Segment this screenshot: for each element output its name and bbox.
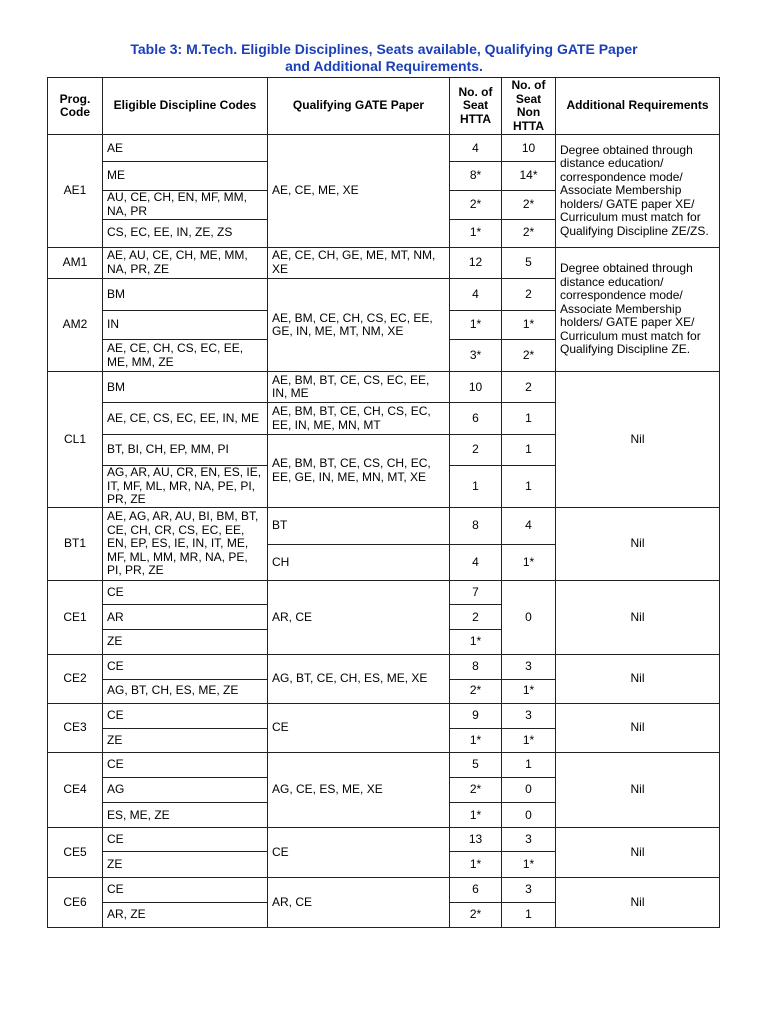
htta-cell: 1* <box>450 852 502 877</box>
table-row <box>48 877 720 902</box>
prog-code-cell: CE6 <box>48 877 103 927</box>
non-htta-cell: 3 <box>502 877 556 902</box>
discipline-cell: CE <box>103 703 268 728</box>
htta-cell: 1* <box>450 728 502 752</box>
discipline-cell: CE <box>103 654 268 679</box>
discipline-cell: CE <box>103 753 268 778</box>
requirements-cell: Nil <box>556 828 720 877</box>
htta-cell: 9 <box>450 703 502 728</box>
gate-paper-cell: AE, BM, BT, CE, CH, CS, EC, EE, IN, ME, MN, MT <box>268 403 450 434</box>
table-row <box>48 654 720 679</box>
non-htta-cell: 4 <box>502 507 556 544</box>
table-row <box>48 372 720 403</box>
discipline-cell: AU, CE, CH, EN, MF, MM, NA, PR <box>103 190 268 219</box>
htta-cell: 7 <box>450 581 502 605</box>
htta-cell: 1* <box>450 219 502 247</box>
requirements-cell: Nil <box>556 654 720 703</box>
non-htta-cell: 1 <box>502 753 556 778</box>
htta-cell: 6 <box>450 877 502 902</box>
discipline-cell: AE, CE, CH, CS, EC, EE, ME, MM, ZE <box>103 340 268 372</box>
htta-cell: 5 <box>450 753 502 778</box>
non-htta-cell: 3 <box>502 654 556 679</box>
discipline-cell: BM <box>103 278 268 310</box>
non-htta-cell: 1* <box>502 545 556 581</box>
htta-cell: 6 <box>450 403 502 434</box>
discipline-cell: AE, CE, CS, EC, EE, IN, ME <box>103 403 268 434</box>
header-seats-htta: No. of Seat HTTA <box>450 78 502 135</box>
table-row <box>48 581 720 605</box>
prog-code-cell: CE4 <box>48 753 103 828</box>
prog-code-cell: CE5 <box>48 828 103 877</box>
gate-paper-cell: AE, CE, ME, XE <box>268 135 450 248</box>
non-htta-cell: 2* <box>502 340 556 372</box>
htta-cell: 8 <box>450 507 502 544</box>
non-htta-cell: 2* <box>502 190 556 219</box>
non-htta-cell: 1* <box>502 679 556 703</box>
requirements-cell: Degree obtained through distance education/ correspondence mode/ Associate Membership holders/ GATE paper XE/ Curriculum must match for Qualifying Discipline ZE. <box>556 247 720 372</box>
header-row <box>48 78 720 135</box>
htta-cell: 12 <box>450 247 502 278</box>
requirements-cell: Degree obtained through distance education/ correspondence mode/ Associate Membership holders/ GATE paper XE/ Curriculum must match for Qualifying Discipline ZE/ZS. <box>556 135 720 248</box>
requirements-cell: Nil <box>556 877 720 927</box>
discipline-cell: AG, AR, AU, CR, EN, ES, IE, IT, MF, ML, MR, NA, PE, PI, PR, ZE <box>103 465 268 507</box>
discipline-cell: ZE <box>103 630 268 654</box>
gate-paper-cell: CE <box>268 828 450 877</box>
htta-cell: 2 <box>450 605 502 630</box>
discipline-cell: AG <box>103 778 268 803</box>
requirements-cell: Nil <box>556 581 720 654</box>
discipline-cell: AE, AU, CE, CH, ME, MM, NA, PR, ZE <box>103 247 268 278</box>
non-htta-cell: 0 <box>502 581 556 654</box>
discipline-cell: ME <box>103 162 268 190</box>
requirements-cell: Nil <box>556 703 720 752</box>
discipline-cell: ES, ME, ZE <box>103 803 268 828</box>
header-seats-non-htta: No. of Seat Non HTTA <box>502 78 556 135</box>
requirements-cell: Nil <box>556 753 720 828</box>
htta-cell: 13 <box>450 828 502 852</box>
non-htta-cell: 1 <box>502 403 556 434</box>
htta-cell: 1* <box>450 630 502 654</box>
prog-code-cell: AM2 <box>48 278 103 371</box>
discipline-cell: CE <box>103 581 268 605</box>
discipline-cell: BT, BI, CH, EP, MM, PI <box>103 434 268 465</box>
htta-cell: 2* <box>450 902 502 927</box>
htta-cell: 2* <box>450 778 502 803</box>
htta-cell: 1 <box>450 465 502 507</box>
prog-code-cell: BT1 <box>48 507 103 580</box>
table-title-line-1: Table 3: M.Tech. Eligible Disciplines, Seats available, Qualifying GATE Paper <box>130 41 638 57</box>
discipline-cell: ZE <box>103 728 268 752</box>
htta-cell: 8* <box>450 162 502 190</box>
non-htta-cell: 5 <box>502 247 556 278</box>
gate-paper-cell: AR, CE <box>268 877 450 927</box>
htta-cell: 2* <box>450 190 502 219</box>
prog-code-cell: CE2 <box>48 654 103 703</box>
table-title <box>0 41 768 75</box>
htta-cell: 4 <box>450 278 502 310</box>
non-htta-cell: 2* <box>502 219 556 247</box>
gate-paper-cell: AE, BM, BT, CE, CS, CH, EC, EE, GE, IN, ME, MN, MT, XE <box>268 434 450 507</box>
discipline-cell: AG, BT, CH, ES, ME, ZE <box>103 679 268 703</box>
gate-paper-cell: CH <box>268 545 450 581</box>
seats-table <box>47 77 720 928</box>
non-htta-cell: 3 <box>502 828 556 852</box>
header-additional-requirements: Additional Requirements <box>556 78 720 135</box>
htta-cell: 3* <box>450 340 502 372</box>
gate-paper-cell: AG, BT, CE, CH, ES, ME, XE <box>268 654 450 703</box>
discipline-cell: CE <box>103 877 268 902</box>
prog-code-cell: CE1 <box>48 581 103 654</box>
table-row <box>48 753 720 778</box>
discipline-cell: BM <box>103 372 268 403</box>
gate-paper-cell: AE, BM, BT, CE, CS, EC, EE, IN, ME <box>268 372 450 403</box>
non-htta-cell: 0 <box>502 803 556 828</box>
prog-code-cell: AE1 <box>48 135 103 248</box>
discipline-cell: AR, ZE <box>103 902 268 927</box>
non-htta-cell: 0 <box>502 778 556 803</box>
header-prog-code: Prog. Code <box>48 78 103 135</box>
gate-paper-cell: AR, CE <box>268 581 450 654</box>
gate-paper-cell: CE <box>268 703 450 752</box>
discipline-cell: ZE <box>103 852 268 877</box>
table-row <box>48 507 720 544</box>
discipline-cell: CS, EC, EE, IN, ZE, ZS <box>103 219 268 247</box>
discipline-cell: IN <box>103 311 268 340</box>
htta-cell: 2 <box>450 434 502 465</box>
requirements-cell: Nil <box>556 507 720 580</box>
htta-cell: 10 <box>450 372 502 403</box>
requirements-cell: Nil <box>556 372 720 508</box>
non-htta-cell: 1 <box>502 902 556 927</box>
header-gate-paper: Qualifying GATE Paper <box>268 78 450 135</box>
non-htta-cell: 1 <box>502 434 556 465</box>
prog-code-cell: CE3 <box>48 703 103 752</box>
non-htta-cell: 2 <box>502 278 556 310</box>
non-htta-cell: 10 <box>502 135 556 162</box>
htta-cell: 2* <box>450 679 502 703</box>
non-htta-cell: 1* <box>502 852 556 877</box>
discipline-cell: AR <box>103 605 268 630</box>
header-eligible-discipline: Eligible Discipline Codes <box>103 78 268 135</box>
htta-cell: 8 <box>450 654 502 679</box>
gate-paper-cell: BT <box>268 507 450 544</box>
non-htta-cell: 1* <box>502 728 556 752</box>
non-htta-cell: 1* <box>502 311 556 340</box>
non-htta-cell: 3 <box>502 703 556 728</box>
prog-code-cell: CL1 <box>48 372 103 508</box>
discipline-cell: AE <box>103 135 268 162</box>
non-htta-cell: 1 <box>502 465 556 507</box>
table-title-line-2: and Additional Requirements. <box>285 58 483 74</box>
gate-paper-cell: AG, CE, ES, ME, XE <box>268 753 450 828</box>
discipline-cell: AE, AG, AR, AU, BI, BM, BT, CE, CH, CR, CS, EC, EE, EN, EP, ES, IE, IN, IT, ME, MF, ML, MM, MR, NA, PE, PI, PR, ZE <box>103 507 268 580</box>
discipline-cell: CE <box>103 828 268 852</box>
table-row <box>48 247 720 278</box>
gate-paper-cell: AE, BM, CE, CH, CS, EC, EE, GE, IN, ME, MT, NM, XE <box>268 278 450 371</box>
non-htta-cell: 2 <box>502 372 556 403</box>
htta-cell: 1* <box>450 311 502 340</box>
htta-cell: 4 <box>450 545 502 581</box>
htta-cell: 1* <box>450 803 502 828</box>
gate-paper-cell: AE, CE, CH, GE, ME, MT, NM, XE <box>268 247 450 278</box>
table-row <box>48 828 720 852</box>
non-htta-cell: 14* <box>502 162 556 190</box>
htta-cell: 4 <box>450 135 502 162</box>
table-row <box>48 703 720 728</box>
table-row <box>48 135 720 162</box>
prog-code-cell: AM1 <box>48 247 103 278</box>
